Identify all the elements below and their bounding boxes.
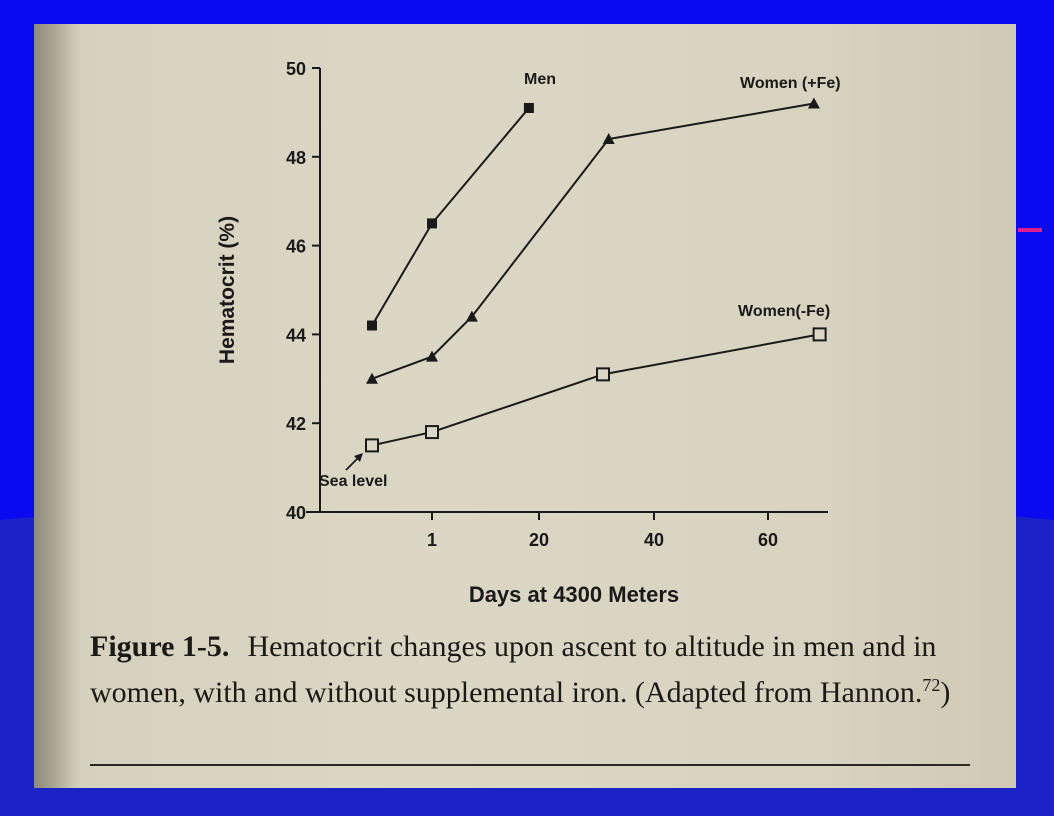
y-tick-label: 48 bbox=[285, 147, 306, 168]
caption-closing: ) bbox=[940, 676, 951, 709]
series-label: Women (+Fe) bbox=[740, 75, 841, 92]
data-point bbox=[524, 103, 534, 113]
slide-accent-line bbox=[1018, 228, 1042, 232]
caption-text: Hematocrit changes upon ascent to altitude in men and in women, with and without supplemental iron. (Adapted from Hannon. bbox=[90, 630, 937, 709]
figure-caption bbox=[90, 628, 990, 712]
series-line bbox=[372, 334, 820, 445]
data-point bbox=[808, 98, 820, 109]
figure-label: Figure 1-5. bbox=[90, 630, 230, 663]
hematocrit-chart bbox=[34, 24, 1016, 624]
textbook-photo bbox=[34, 24, 1016, 788]
y-tick-label: 44 bbox=[285, 325, 306, 346]
data-point bbox=[426, 426, 438, 438]
y-tick-label: 50 bbox=[285, 59, 306, 79]
data-point bbox=[427, 218, 437, 228]
sea-level-annotation: Sea level bbox=[319, 473, 388, 490]
y-tick-label: 42 bbox=[285, 414, 306, 435]
caption-rule bbox=[90, 764, 970, 766]
caption-citation: 72 bbox=[922, 675, 941, 695]
series-label: Women(-Fe) bbox=[738, 303, 831, 320]
y-axis-label: Hematocrit (%) bbox=[216, 215, 239, 365]
data-point bbox=[367, 321, 377, 331]
x-tick-label: 1 bbox=[426, 530, 438, 550]
series-label: Men bbox=[524, 71, 556, 88]
data-point bbox=[366, 439, 378, 451]
data-point bbox=[597, 368, 609, 380]
x-tick-label: 60 bbox=[757, 530, 779, 550]
series-line bbox=[372, 108, 529, 326]
x-tick-label: 20 bbox=[528, 530, 550, 550]
x-axis-label: Days at 4300 Meters bbox=[468, 582, 680, 607]
data-point bbox=[814, 328, 826, 340]
y-tick-label: 40 bbox=[285, 503, 306, 523]
y-tick-label: 46 bbox=[285, 236, 306, 257]
x-tick-label: 40 bbox=[643, 530, 665, 550]
series-line bbox=[372, 104, 814, 379]
